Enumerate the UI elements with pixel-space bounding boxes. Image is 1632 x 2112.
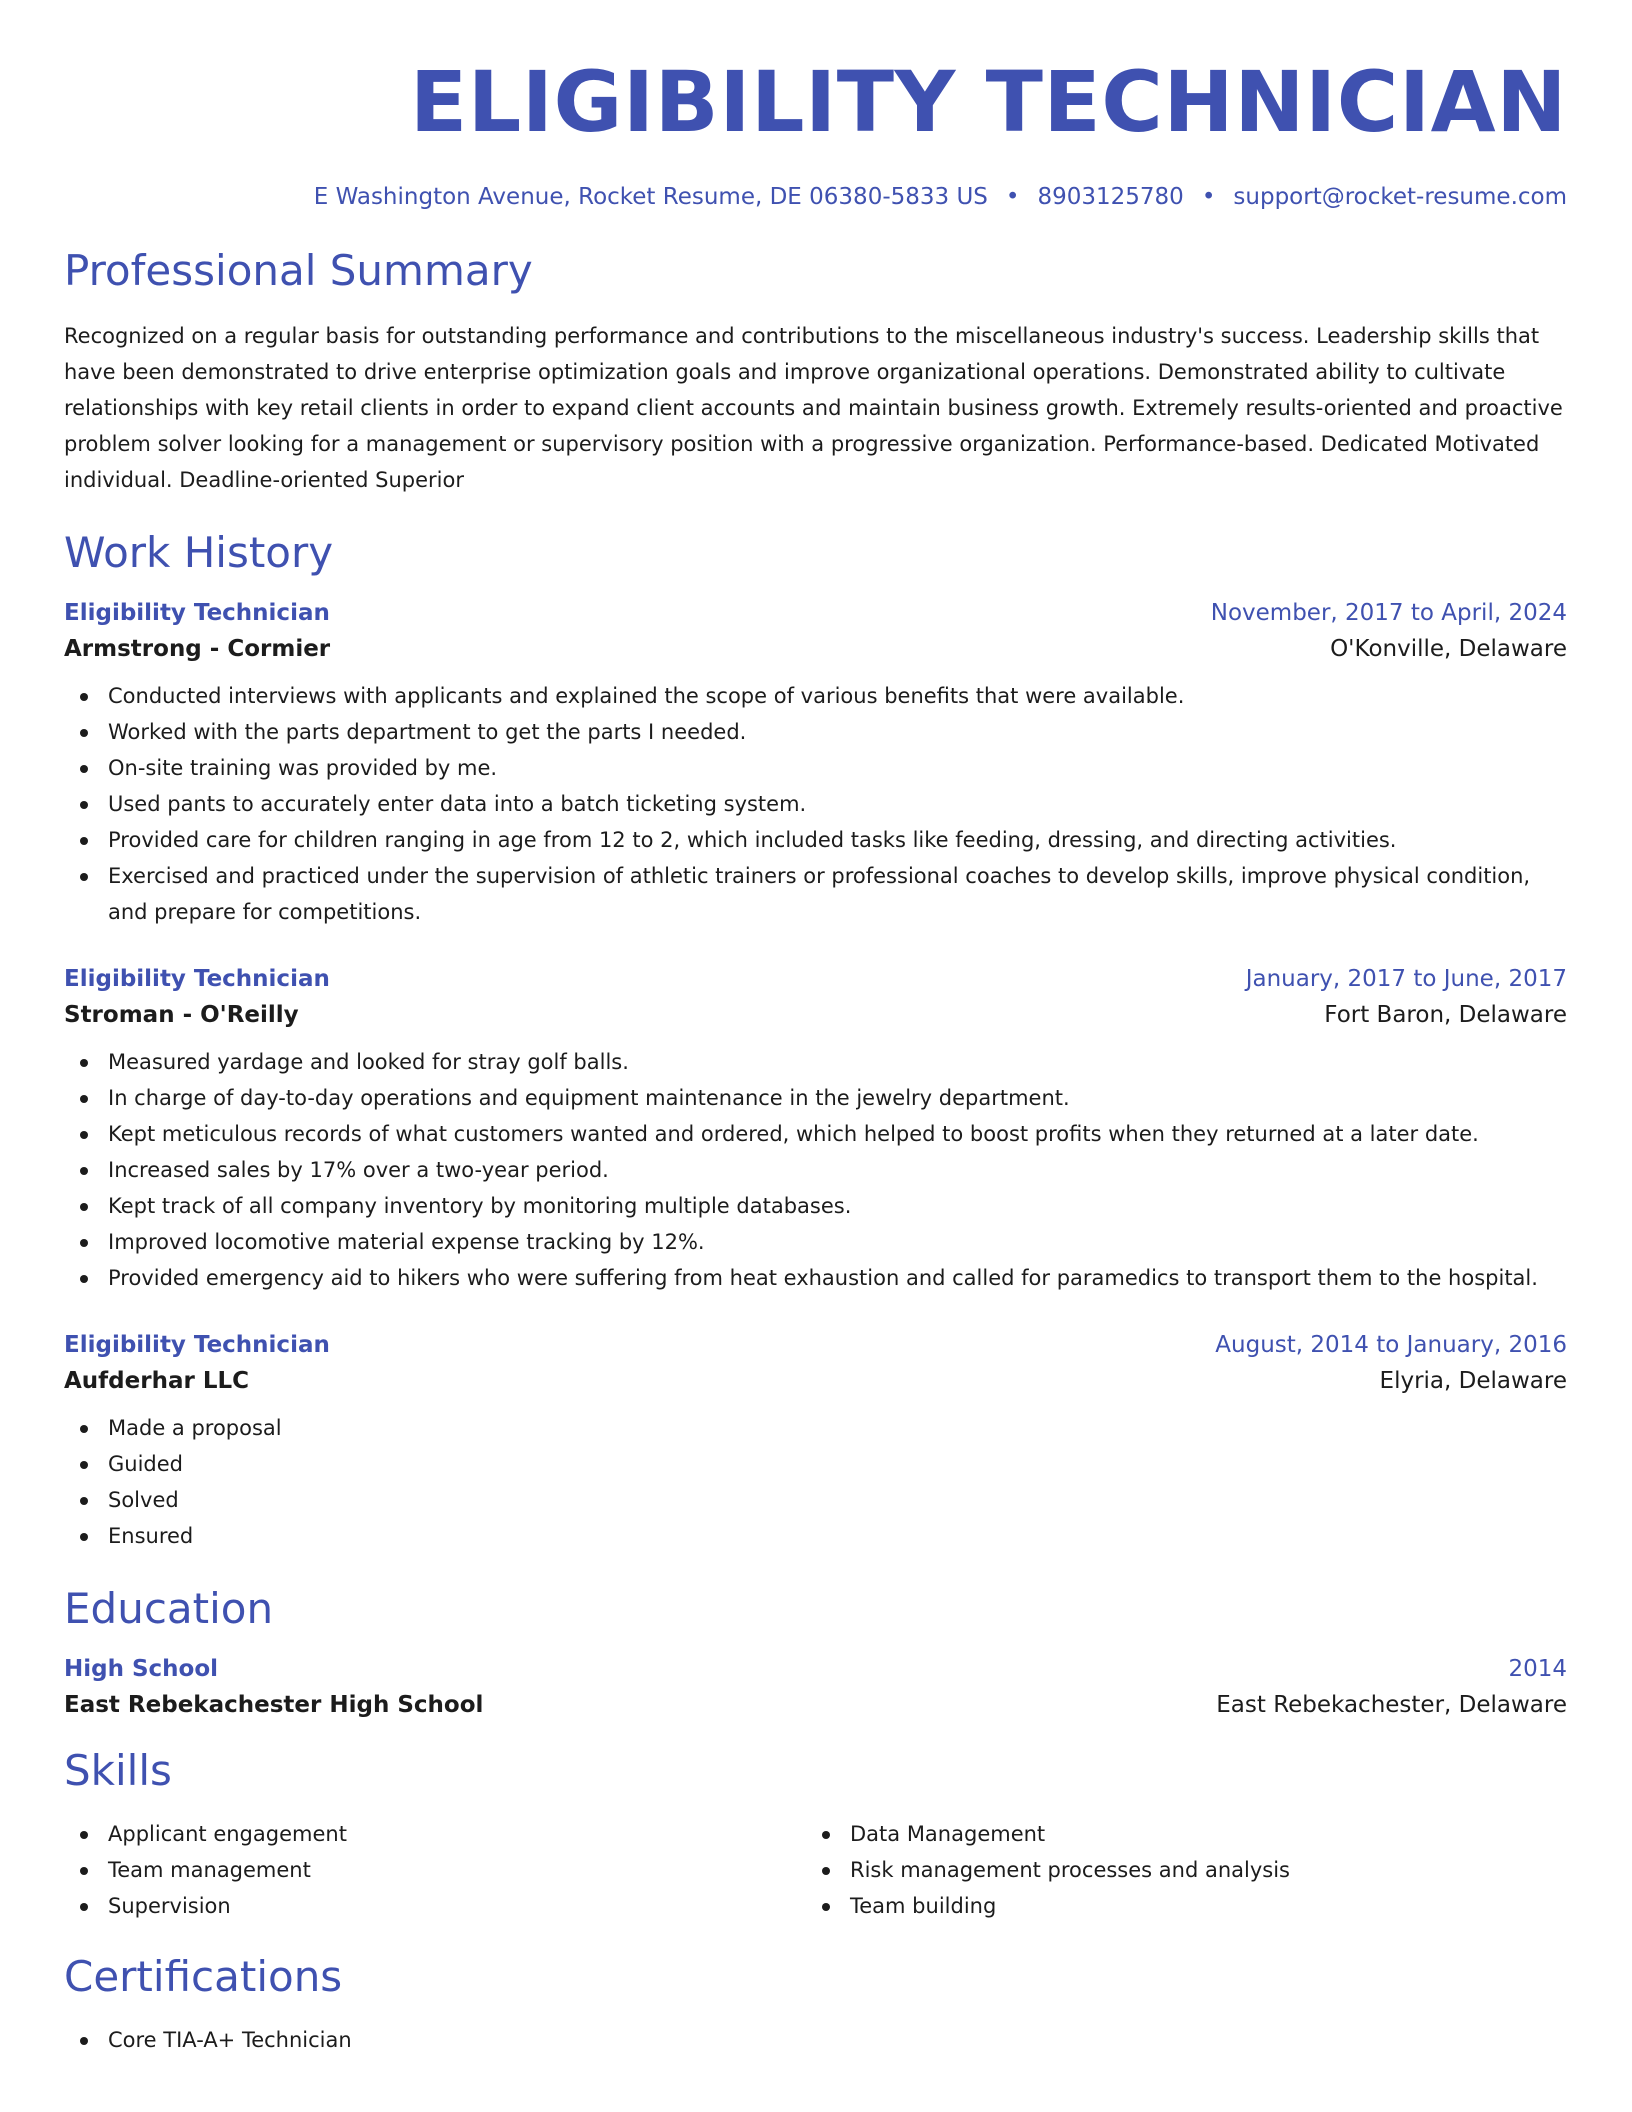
job-location: Elyria, Delaware <box>1379 1368 1567 1394</box>
list-item: Ensured <box>64 1518 1567 1554</box>
list-item: Provided care for children ranging in age from 12 to 2, which included tasks like feeding, dressing, and directing activities. <box>64 822 1567 858</box>
job-bullets <box>64 1044 1567 1296</box>
education-header-row <box>64 1656 1567 1682</box>
list-item: Made a proposal <box>64 1410 1567 1446</box>
skill-item: Supervision <box>64 1888 806 1924</box>
contact-address: E Washington Avenue, Rocket Resume, DE 06380-5833 US <box>313 184 988 210</box>
summary-heading: Professional Summary <box>64 246 533 295</box>
job-company-row <box>64 1002 1567 1028</box>
candidate-name: ELIGIBILITY TECHNICIAN <box>409 53 1567 151</box>
list-item: Exercised and practiced under the supervision of athletic trainers or professional coaches to develop skills, improve physical condition, and prepare for competitions. <box>64 858 1567 930</box>
skills-heading: Skills <box>64 1746 172 1795</box>
job-company-row <box>64 1368 1567 1394</box>
list-item: In charge of day-to-day operations and equipment maintenance in the jewelry department. <box>64 1080 1567 1116</box>
job-company: Stroman - O'Reilly <box>64 1002 299 1028</box>
education-degree: High School <box>64 1656 219 1682</box>
job-header-row <box>64 1332 1567 1358</box>
certifications-heading: Certifications <box>64 1952 343 2001</box>
job-bullets <box>64 1410 1567 1554</box>
list-item: Conducted interviews with applicants and explained the scope of various benefits that were available. <box>64 678 1567 714</box>
list-item: Improved locomotive material expense tracking by 12%. <box>64 1224 1567 1260</box>
list-item: Measured yardage and looked for stray golf balls. <box>64 1044 1567 1080</box>
job-location: Fort Baron, Delaware <box>1324 1002 1567 1028</box>
resume-page <box>64 0 1567 2058</box>
list-item: On-site training was provided by me. <box>64 750 1567 786</box>
job-title: Eligibility Technician <box>64 600 330 626</box>
job-dates: November, 2017 to April, 2024 <box>1210 600 1567 626</box>
list-item: Increased sales by 17% over a two-year period. <box>64 1152 1567 1188</box>
job-header-row <box>64 966 1567 992</box>
education-heading: Education <box>64 1584 274 1633</box>
education-entry <box>64 1656 1567 1718</box>
summary-text: Recognized on a regular basis for outstanding performance and contributions to the miscellaneous industry's success. Leadership skills that have been demonstrated to drive enterprise optimization goals and improve organizational operations. Demonstrated ability to cultivate relationships with key retail clients in order to expand client accounts and maintain business growth. Extremely results-oriented and proactive problem solver looking for a management or supervisory position with a progressive organization. Performance-based. Dedicated Motivated individual. Deadline-oriented Superior <box>64 324 1563 492</box>
list-item: Guided <box>64 1446 1567 1482</box>
skill-item: Data Management <box>806 1816 1548 1852</box>
job-dates: January, 2017 to June, 2017 <box>1245 966 1567 992</box>
contact-phone: 8903125780 <box>1037 184 1184 210</box>
education-year: 2014 <box>1508 1656 1567 1682</box>
job-header-row <box>64 600 1567 626</box>
list-item: Used pants to accurately enter data into a batch ticketing system. <box>64 786 1567 822</box>
skill-item: Risk management processes and analysis <box>806 1852 1548 1888</box>
contact-separator: • <box>1005 184 1020 210</box>
job-title: Eligibility Technician <box>64 1332 330 1358</box>
job-title: Eligibility Technician <box>64 966 330 992</box>
job-entry <box>64 1332 1567 1554</box>
education-location: East Rebekachester, Delaware <box>1216 1692 1567 1718</box>
skills-column-right <box>806 1816 1548 1924</box>
job-entry <box>64 966 1567 1296</box>
skill-item: Team building <box>806 1888 1548 1924</box>
education-school-row <box>64 1692 1567 1718</box>
work-history-heading: Work History <box>64 528 334 577</box>
job-company: Armstrong - Cormier <box>64 636 331 662</box>
list-item: Provided emergency aid to hikers who were suffering from heat exhaustion and called for paramedics to transport them to the hospital. <box>64 1260 1567 1296</box>
list-item: Kept track of all company inventory by monitoring multiple databases. <box>64 1188 1567 1224</box>
skills-grid <box>64 1816 1567 1924</box>
contact-line <box>64 184 1567 210</box>
list-item: Solved <box>64 1482 1567 1518</box>
list-item: Kept meticulous records of what customers wanted and ordered, which helped to boost profits when they returned at a later date. <box>64 1116 1567 1152</box>
job-company-row <box>64 636 1567 662</box>
job-company: Aufderhar LLC <box>64 1368 250 1394</box>
contact-separator: • <box>1201 184 1216 210</box>
skills-column-left <box>64 1816 806 1924</box>
education-school: East Rebekachester High School <box>64 1692 484 1718</box>
list-item: Worked with the parts department to get the parts I needed. <box>64 714 1567 750</box>
job-dates: August, 2014 to January, 2016 <box>1215 1332 1567 1358</box>
contact-email: support@rocket-resume.com <box>1233 184 1567 210</box>
job-entry <box>64 600 1567 930</box>
skill-item: Team management <box>64 1852 806 1888</box>
certification-item: Core TIA-A+ Technician <box>64 2022 1567 2058</box>
job-location: O'Konville, Delaware <box>1330 636 1567 662</box>
job-bullets <box>64 678 1567 930</box>
skill-item: Applicant engagement <box>64 1816 806 1852</box>
certifications-list <box>64 2022 1567 2058</box>
